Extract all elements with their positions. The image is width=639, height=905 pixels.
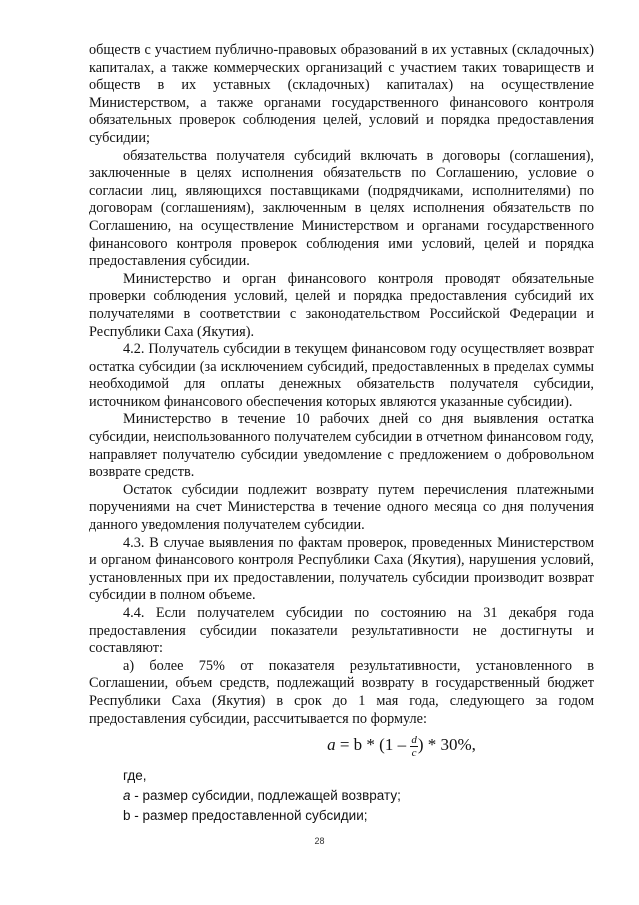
paragraph-obligations: обязательства получателя субсидий включать в договоры (соглашения), заключенные в целях исполнения обязательств по Соглашению, условие о согласии лиц, являющихся поставщиками (подрядчиками, исполнителями) по договорам (соглашениям), заключенным в целях исполнения обязательств по Соглашению, на осуществление Министерством и органами государственного финансового контроля проверок соблюдения ими условий, целей и порядка предоставления субсидии. <box>89 147 594 270</box>
legend-text-b: - размер предоставленной субсидии; <box>130 808 368 824</box>
formula-middle: = b * (1 – <box>335 735 411 755</box>
fraction-numerator: d <box>411 733 417 746</box>
return-formula <box>89 730 594 762</box>
legend-symbol-b: b <box>123 808 131 824</box>
page-number: 28 <box>314 836 325 846</box>
paragraph-4-4-a: а) более 75% от показателя результативности, установленного в Соглашении, объем средств, подлежащий возврату в государственный бюджет Республики Саха (Якутия) в срок до 1 мая года, следующего за годом предоставления субсидии, рассчитывается по формуле: <box>89 657 594 727</box>
paragraph-remainder-return: Остаток субсидии подлежит возврату путем перечисления платежными поручениями на счет Министерства в течение одного месяца со дня получения данного уведомления получателем субсидии. <box>89 481 594 534</box>
paragraph-4-3: 4.3. В случае выявления по фактам проверок, проведенных Министерством и органом финансового контроля Республики Саха (Якутия), нарушения условий, установленных при их предоставлении, получатель субсидии производит возврат субсидии в полном объеме. <box>89 534 594 604</box>
legend-text-a: - размер субсидии, подлежащей возврату; <box>130 788 401 804</box>
paragraph-ministry-notice: Министерство в течение 10 рабочих дней со дня выявления остатка субсидии, неиспользованного получателем субсидии в отчетном финансовом году, направляет получателю субсидии уведомление с предложением о добровольном возврате средств. <box>89 411 594 481</box>
formula-fraction <box>410 734 418 759</box>
legend-item-b <box>123 806 594 826</box>
fraction-denominator: c <box>411 746 417 759</box>
legend-item-a <box>123 786 594 806</box>
legend-intro: где, <box>123 768 147 784</box>
paragraph-4-2: 4.2. Получатель субсидии в текущем финансовом году осуществляет возврат остатка субсидии (за исключением субсидий, предоставленных в пределах суммы необходимой для оплаты денежных обязательств получателя субсидии, источником финансового обеспечения которых являются указанные субсидии). <box>89 341 594 410</box>
legend-symbol-a: a <box>123 788 131 804</box>
formula-lhs: a <box>327 735 336 755</box>
paragraph-continuation: обществ с участием публично-правовых образований в их уставных (складочных) капиталах, а также коммерческих организаций с участием таких товариществ и обществ в их уставных (складочных) капиталах) на осуществление Министерством, а также органами государственного финансового контроля обязательных проверок соблюдения целей, условий и порядка предоставления субсидии; <box>89 42 594 146</box>
formula-tail: ) * 30%, <box>417 735 476 755</box>
formula-legend <box>123 766 594 826</box>
document-body <box>89 42 594 826</box>
paragraph-inspections: Министерство и орган финансового контроля проводят обязательные проверки соблюдения условий, целей и порядка предоставления субсидий их получателями в соответствии с законодательством Российской Федерации и Республики Саха (Якутия). <box>89 270 594 340</box>
paragraph-4-4: 4.4. Если получателем субсидии по состоянию на 31 декабря года предоставления субсидии показатели результативности не достигнуты и составляют: <box>89 605 594 657</box>
